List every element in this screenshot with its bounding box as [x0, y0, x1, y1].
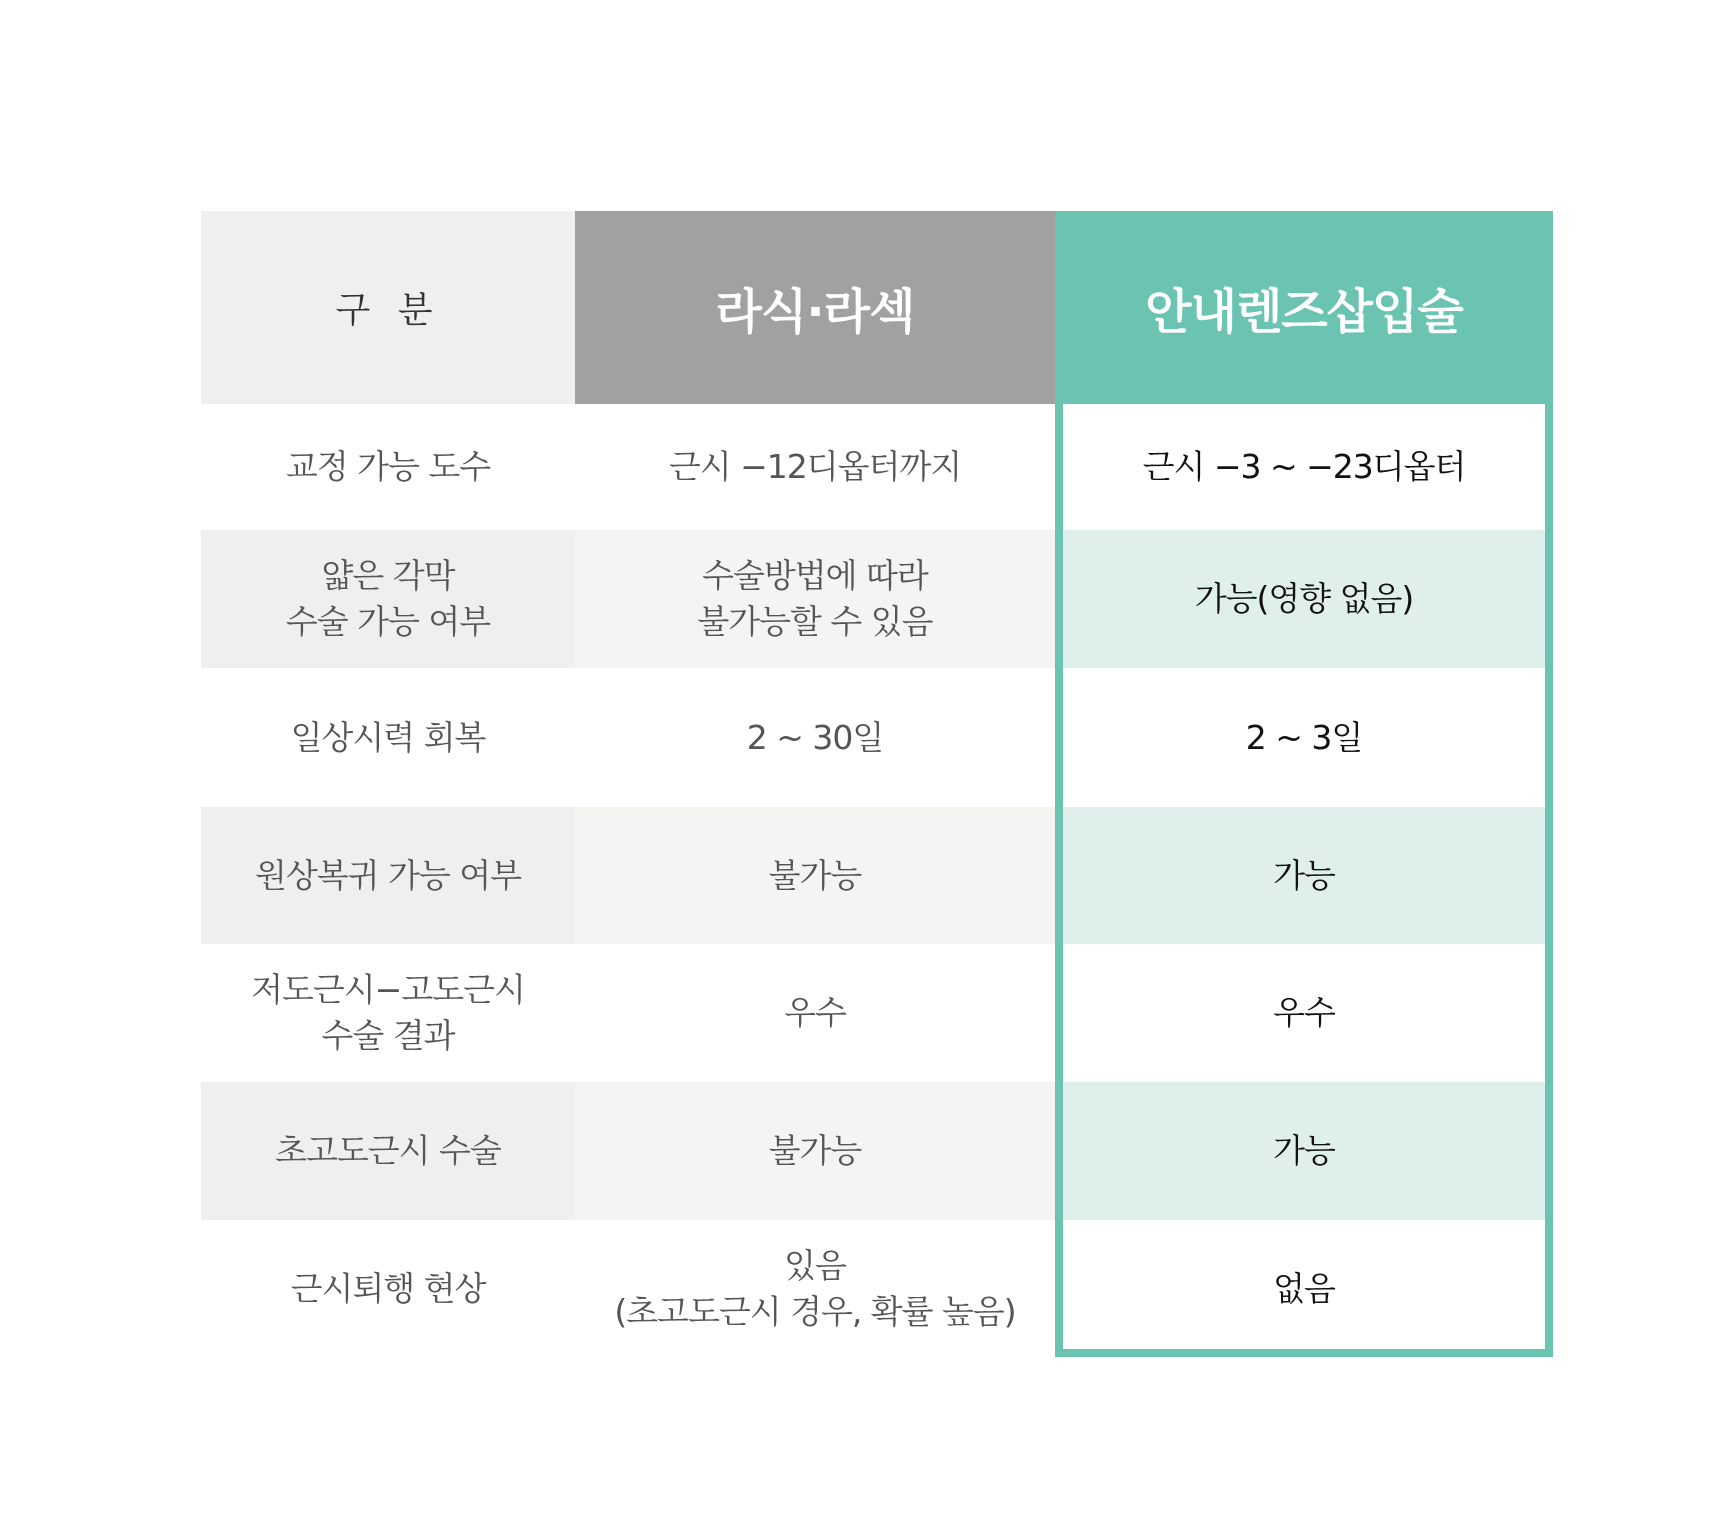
row-label: 저도근시−고도근시 수술 결과	[201, 944, 575, 1082]
icl-value: 가능	[1055, 1082, 1553, 1220]
lasik-value: 있음 (초고도근시 경우, 확률 높음)	[575, 1220, 1055, 1357]
row-label: 근시퇴행 현상	[201, 1220, 575, 1357]
table-row	[201, 404, 1553, 530]
table-row	[201, 807, 1553, 944]
icl-value: 근시 −3 ~ −23디옵터	[1055, 404, 1553, 530]
header-category: 구 분	[201, 211, 575, 404]
icl-value: 가능	[1055, 807, 1553, 944]
lasik-value: 근시 −12디옵터까지	[575, 404, 1055, 530]
icl-value: 가능(영향 없음)	[1055, 530, 1553, 668]
header-icl: 안내렌즈삽입술	[1055, 211, 1553, 404]
row-label: 원상복귀 가능 여부	[201, 807, 575, 944]
table-row	[201, 1220, 1553, 1357]
table-row	[201, 530, 1553, 668]
icl-value: 우수	[1055, 944, 1553, 1082]
row-label: 교정 가능 도수	[201, 404, 575, 530]
header-lasik: 라식·라섹	[575, 211, 1055, 404]
row-label: 얇은 각막 수술 가능 여부	[201, 530, 575, 668]
lasik-value: 수술방법에 따라 불가능할 수 있음	[575, 530, 1055, 668]
row-label: 초고도근시 수술	[201, 1082, 575, 1220]
table-header-row	[201, 211, 1553, 404]
lasik-value: 불가능	[575, 1082, 1055, 1220]
lasik-value: 우수	[575, 944, 1055, 1082]
comparison-table	[201, 211, 1553, 1357]
icl-value: 없음	[1055, 1220, 1553, 1357]
icl-value: 2 ~ 3일	[1055, 668, 1553, 807]
lasik-value: 2 ~ 30일	[575, 668, 1055, 807]
lasik-value: 불가능	[575, 807, 1055, 944]
table-row	[201, 668, 1553, 807]
table-row	[201, 1082, 1553, 1220]
table-row	[201, 944, 1553, 1082]
row-label: 일상시력 회복	[201, 668, 575, 807]
